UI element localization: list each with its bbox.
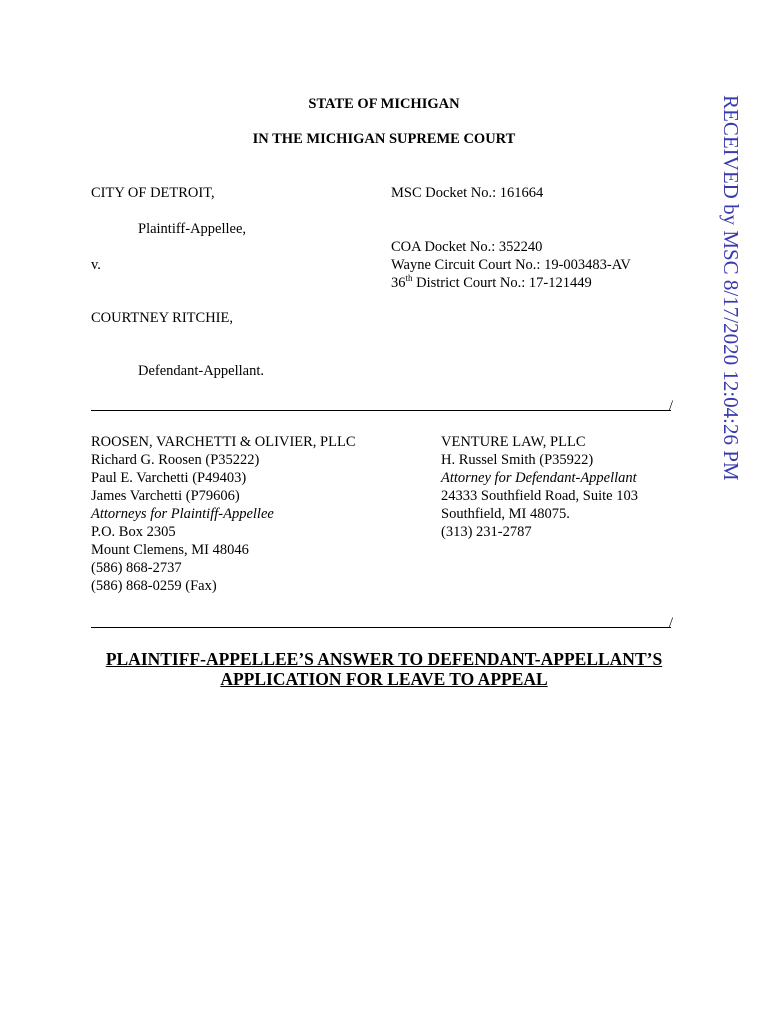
- plaintiff-attorney-1: Richard G. Roosen (P35222): [91, 452, 260, 468]
- versus-label: v.: [91, 257, 101, 273]
- plaintiff-fax: (586) 868-0259 (Fax): [91, 578, 217, 594]
- document-title-text-1: PLAINTIFF-APPELLEE’S ANSWER TO DEFENDANT-APPELLANT’S: [105, 649, 663, 669]
- plaintiff-address-1: P.O. Box 2305: [91, 524, 176, 540]
- wayne-docket: Wayne Circuit Court No.: 19-003483-AV: [391, 257, 631, 273]
- defendant-phone: (313) 231-2787: [441, 524, 532, 540]
- state-heading: STATE OF MICHIGAN: [308, 96, 460, 112]
- plaintiff-counsel-role: Attorneys for Plaintiff-Appellee: [91, 506, 274, 522]
- caption-separator-slash: /: [669, 398, 674, 414]
- defendant-role: Defendant-Appellant.: [138, 363, 265, 379]
- district-docket: [391, 274, 592, 292]
- caption-separator: [91, 410, 671, 411]
- district-ordinal: th: [405, 273, 413, 283]
- received-stamp: RECEIVED by MSC 8/17/2020 12:04:26 PM: [719, 95, 743, 481]
- district-number: 36: [391, 275, 406, 291]
- document-title-line-1: [0, 649, 768, 670]
- defendant-address-2: Southfield, MI 48075.: [441, 506, 570, 522]
- defendant-address-1: 24333 Southfield Road, Suite 103: [441, 488, 638, 504]
- plaintiff-phone: (586) 868-2737: [91, 560, 182, 576]
- plaintiff-name: CITY OF DETROIT,: [91, 185, 215, 201]
- court-heading: IN THE MICHIGAN SUPREME COURT: [252, 131, 516, 147]
- district-label: District Court No.: 17-121449: [412, 275, 592, 291]
- msc-docket: MSC Docket No.: 161664: [391, 185, 544, 201]
- plaintiff-attorney-2: Paul E. Varchetti (P49403): [91, 470, 247, 486]
- counsel-separator: [91, 627, 671, 628]
- document-title-line-2: [0, 669, 768, 690]
- document-title-text-2: APPLICATION FOR LEAVE TO APPEAL: [220, 669, 548, 689]
- defendant-counsel-role: Attorney for Defendant-Appellant: [441, 470, 637, 486]
- defendant-attorney: H. Russel Smith (P35922): [441, 452, 594, 468]
- coa-docket: COA Docket No.: 352240: [391, 239, 543, 255]
- plaintiff-firm: ROOSEN, VARCHETTI & OLIVIER, PLLC: [91, 434, 356, 450]
- counsel-separator-slash: /: [669, 615, 674, 631]
- plaintiff-attorney-3: James Varchetti (P79606): [91, 488, 240, 504]
- plaintiff-address-2: Mount Clemens, MI 48046: [91, 542, 249, 558]
- plaintiff-role: Plaintiff-Appellee,: [138, 221, 247, 237]
- defendant-name: COURTNEY RITCHIE,: [91, 310, 233, 326]
- defendant-firm: VENTURE LAW, PLLC: [441, 434, 586, 450]
